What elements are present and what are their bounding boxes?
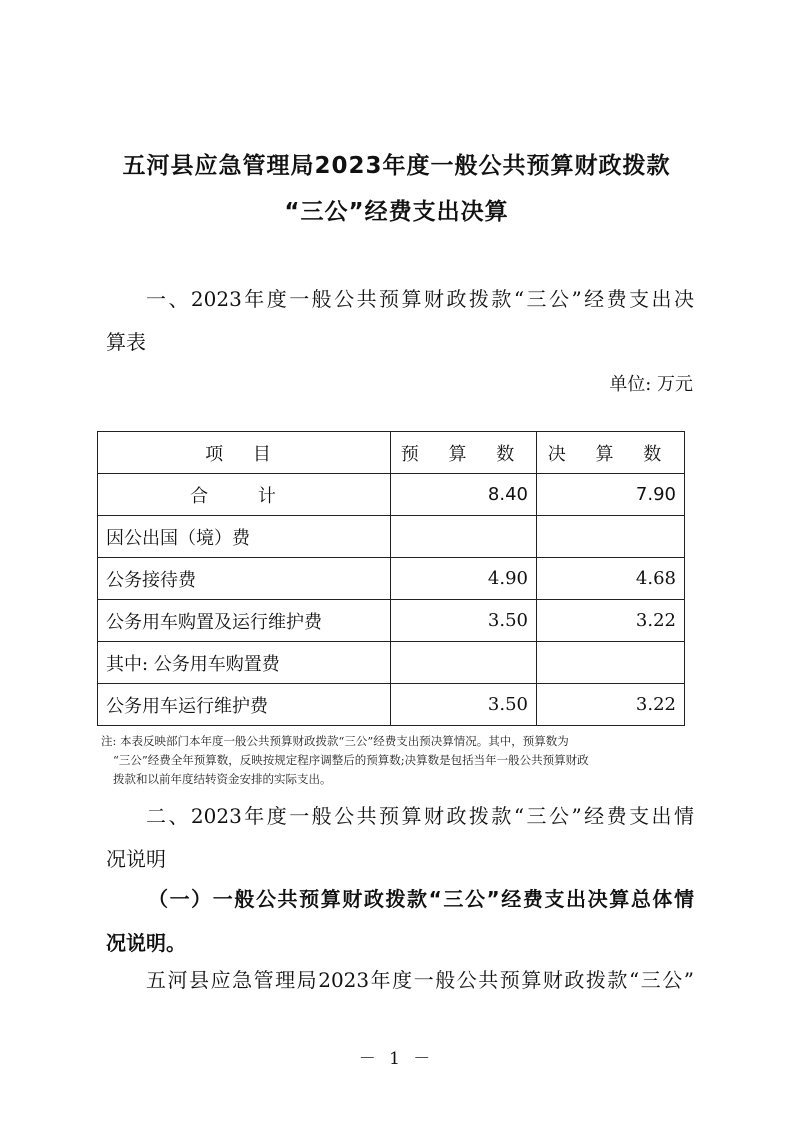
section1-heading-continued: 算表 [106, 330, 146, 354]
row-final: 3.22 [537, 600, 685, 642]
unit-label: 单位: 万元 [609, 374, 693, 395]
body-paragraph: 五河县应急管理局2023年度一般公共预算财政拨款“三公” [146, 968, 694, 992]
table-row [98, 684, 685, 726]
row-final [537, 516, 685, 558]
table-row [98, 558, 685, 600]
table-row [98, 516, 685, 558]
row-final [537, 642, 685, 684]
row-label: 其中: 公务用车购置费 [98, 642, 391, 684]
section1-heading: 一、2023年度一般公共预算财政拨款“三公”经费支出决 [146, 287, 694, 311]
footnote-line: 拨款和以前年度结转资金安排的实际支出。 [113, 772, 332, 786]
row-label: 因公出国（境）费 [98, 516, 391, 558]
document-title-line2: “三公”经费支出决算 [284, 199, 509, 225]
header-item: 项 目 [98, 432, 391, 474]
footnote-line: 注: 本表反映部门本年度一般公共预算财政拨款“三公”经费支出预决算情况。其中，预算数为 [101, 734, 569, 748]
page-number: － 1 － [358, 1049, 435, 1069]
row-budget: 4.90 [391, 558, 537, 600]
row-label: 公务用车运行维护费 [98, 684, 391, 726]
table-footnote [101, 732, 694, 789]
subsection1-heading: （一）一般公共预算财政拨款“三公”经费支出决算总体情 [148, 887, 694, 911]
table-total-row [98, 474, 685, 516]
row-final: 4.68 [537, 558, 685, 600]
row-final: 3.22 [537, 684, 685, 726]
subsection1-heading-continued: 况说明。 [106, 931, 186, 955]
header-final: 决 算 数 [537, 432, 685, 474]
section2-heading-continued: 况说明 [106, 847, 166, 871]
document-title-line1: 五河县应急管理局2023年度一般公共预算财政拨款 [122, 153, 671, 179]
section2-heading: 二、2023年度一般公共预算财政拨款“三公”经费支出情 [146, 804, 694, 828]
row-budget: 3.50 [391, 684, 537, 726]
row-budget [391, 642, 537, 684]
total-label: 合 计 [98, 474, 391, 516]
table-row [98, 600, 685, 642]
header-budget: 预 算 数 [391, 432, 537, 474]
table-header-row [98, 432, 685, 474]
row-budget: 3.50 [391, 600, 537, 642]
three-public-expenses-table [97, 431, 685, 726]
row-label: 公务用车购置及运行维护费 [98, 600, 391, 642]
row-label: 公务接待费 [98, 558, 391, 600]
row-budget [391, 516, 537, 558]
total-final: 7.90 [537, 474, 685, 516]
footnote-line: “三公”经费全年预算数，反映按规定程序调整后的预算数;决算数是包括当年一般公共预算财政 [113, 753, 589, 767]
table-row [98, 642, 685, 684]
total-budget: 8.40 [391, 474, 537, 516]
